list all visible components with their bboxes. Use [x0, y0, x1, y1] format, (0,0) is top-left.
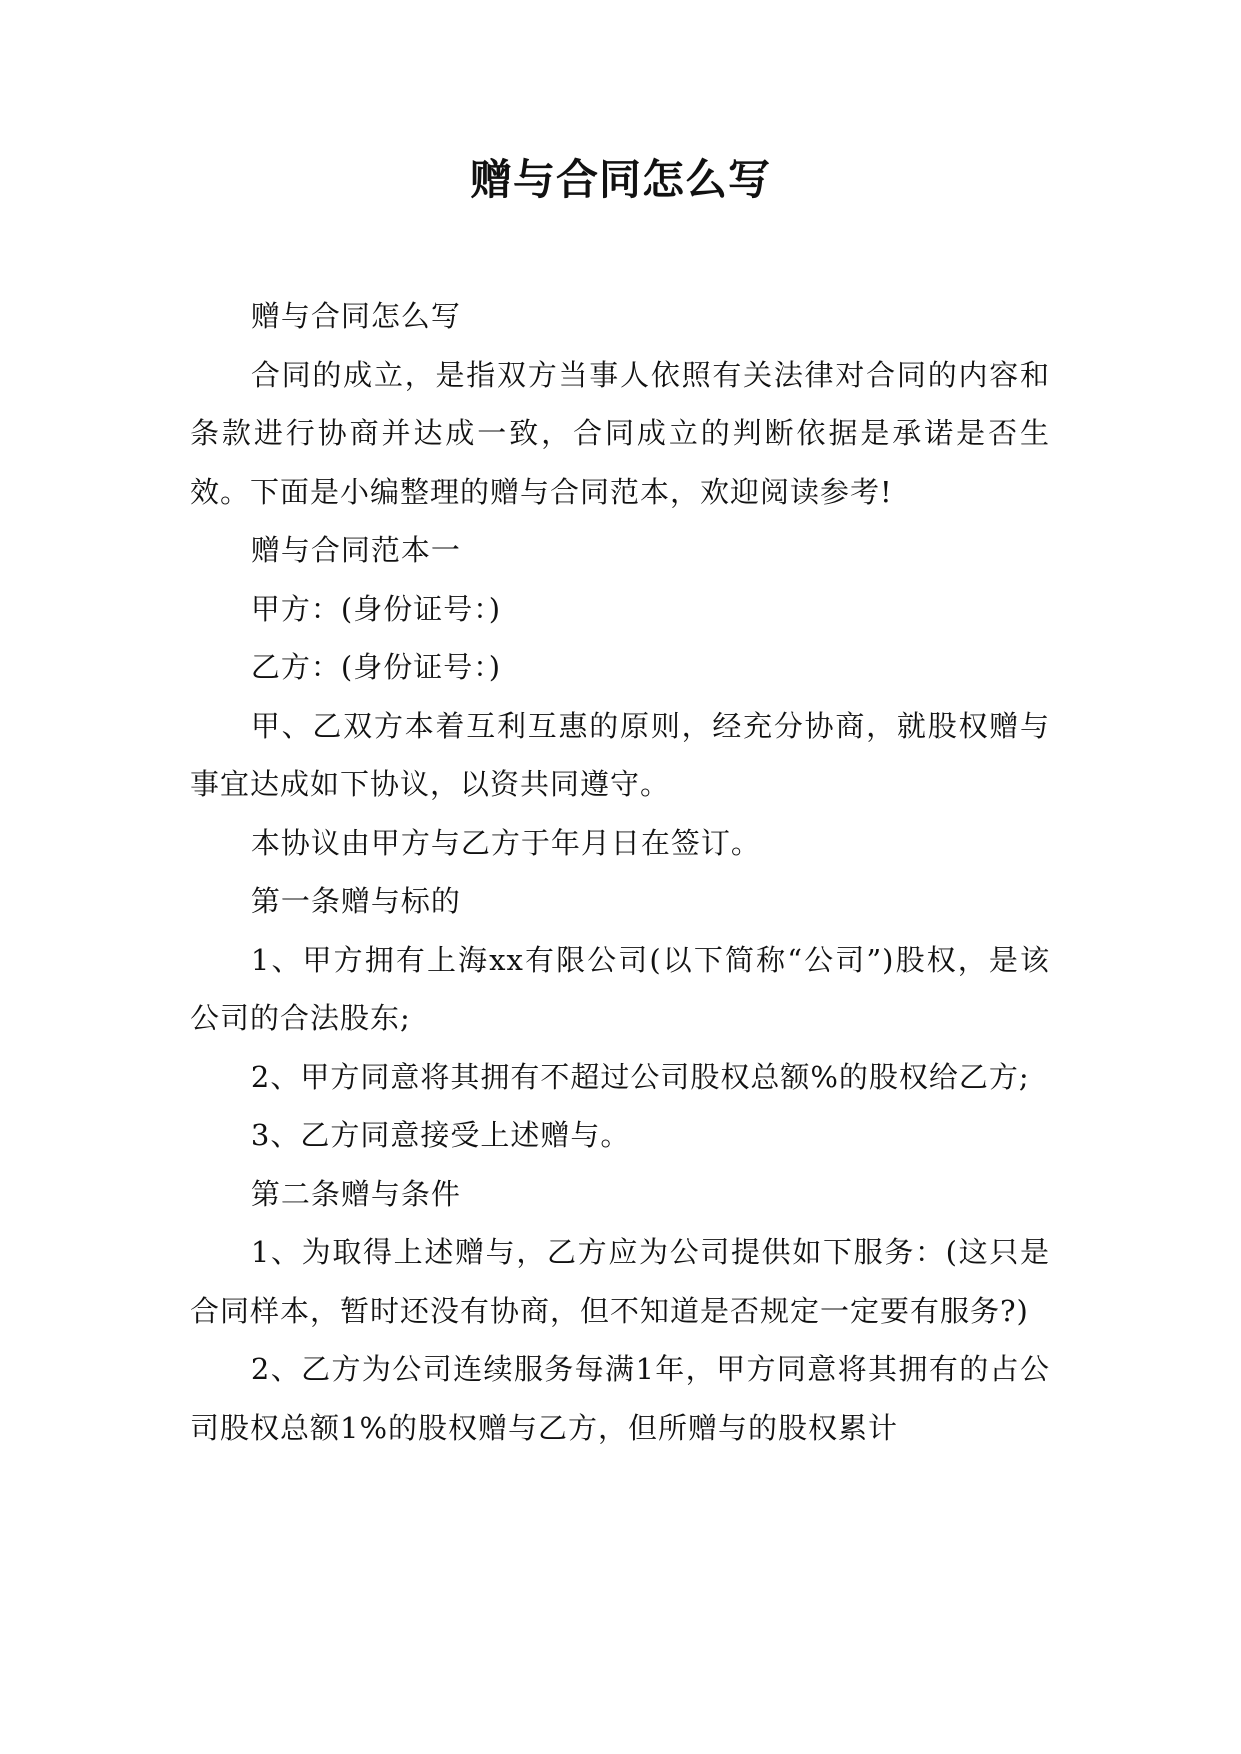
paragraph-article-2-heading: 第二条赠与条件	[250, 1176, 461, 1211]
paragraph-signing: 本协议由甲方与乙方于年月日在签订。	[250, 825, 761, 860]
paragraph-article-1-heading: 第一条赠与标的	[250, 884, 461, 918]
paragraph-article-2-item-2: 2、乙方为公司连续服务每满1年，甲方同意将其拥有的占公司股权总额1%的股权赠与乙方，但所赠与的股权累计	[190, 1352, 1050, 1445]
paragraph-party-a: 甲方：(身份证号：)	[250, 591, 502, 626]
paragraph-article-1-item-3: 3、乙方同意接受上述赠与。	[250, 1118, 631, 1152]
document-body	[190, 287, 1050, 1457]
paragraph-agreement-purpose: 甲、乙双方本着互利互惠的原则，经充分协商，就股权赠与事宜达成如下协议，以资共同遵守。	[190, 708, 1050, 801]
paragraph-intro: 合同的成立，是指双方当事人依照有关法律对合同的内容和条款进行协商并达成一致，合同成立的判断依据是承诺是否生效。下面是小编整理的赠与合同范本，欢迎阅读参考!	[190, 357, 1050, 509]
paragraph-article-1-item-1: 1、甲方拥有上海xx有限公司(以下简称“公司”)股权，是该公司的合法股东;	[190, 942, 1050, 1035]
paragraph-party-b: 乙方：(身份证号：)	[250, 650, 502, 684]
document-title: 赠与合同怎么写	[469, 155, 771, 204]
paragraph-article-1-item-2: 2、甲方同意将其拥有不超过公司股权总额%的股权给乙方;	[250, 1059, 1030, 1094]
paragraph-subtitle: 赠与合同怎么写	[250, 299, 461, 333]
paragraph-article-2-item-1: 1、为取得上述赠与，乙方应为公司提供如下服务：(这只是合同样本，暂时还没有协商，但不知道是否规定一定要有服务?)	[190, 1235, 1050, 1328]
paragraph-sample-heading: 赠与合同范本一	[250, 533, 461, 567]
